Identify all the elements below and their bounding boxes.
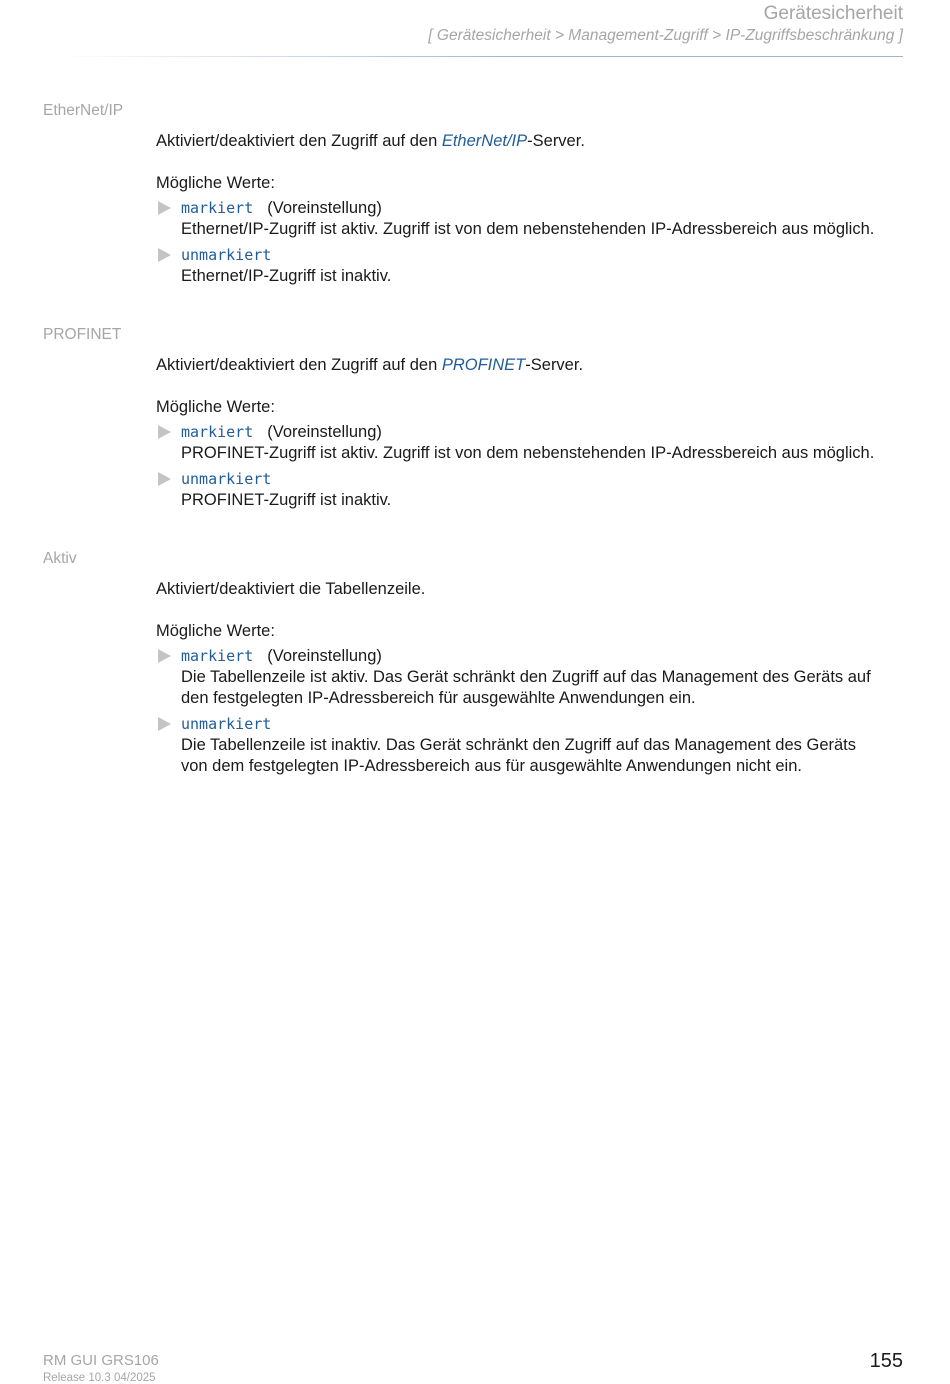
parameter-description <box>156 356 583 375</box>
breadcrumb: [ Gerätesicherheit > Management-Zugriff > IP-Zugriffsbeschränkung ] <box>428 27 903 44</box>
triangle-right-icon <box>158 201 171 215</box>
value-code: markiert <box>181 647 254 665</box>
triangle-right-icon <box>158 717 171 731</box>
description-term: PROFINET <box>441 356 526 374</box>
value-explanation: PROFINET-Zugriff ist inaktiv. <box>181 491 392 509</box>
parameter-label: EtherNet/IP <box>43 102 124 119</box>
value-code: markiert <box>181 199 254 217</box>
release-info: Release 10.3 04/2025 <box>43 1372 156 1384</box>
value-option-unchecked <box>156 469 916 511</box>
description-text: Aktiviert/deaktiviert den Zugriff auf den <box>156 132 442 150</box>
description-text: -Server. <box>527 132 585 150</box>
value-option-unchecked <box>156 714 916 777</box>
value-explanation: Ethernet/IP-Zugriff ist inaktiv. <box>181 267 392 285</box>
chapter-title: Gerätesicherheit <box>763 3 903 24</box>
default-marker: (Voreinstellung) <box>267 647 382 665</box>
parameter-description <box>156 132 585 151</box>
value-explanation: Die Tabellenzeile ist aktiv. Das Gerät schränkt den Zugriff auf das Management des Geräts auf <box>181 668 871 686</box>
values-heading: Mögliche Werte: <box>156 622 275 640</box>
value-code: unmarkiert <box>181 246 272 264</box>
value-option-checked <box>156 646 916 709</box>
triangle-right-icon <box>158 649 171 663</box>
value-code: markiert <box>181 423 254 441</box>
value-code: unmarkiert <box>181 470 272 488</box>
value-explanation: Die Tabellenzeile ist inaktiv. Das Gerät schränkt den Zugriff auf das Management des Geräts <box>181 736 857 754</box>
value-explanation: von dem festgelegten IP-Adressbereich aus für ausgewählte Anwendungen nicht ein. <box>181 757 802 775</box>
triangle-right-icon <box>158 472 171 486</box>
description-text: -Server. <box>525 356 584 374</box>
triangle-right-icon <box>158 248 171 262</box>
parameter-label: Aktiv <box>43 550 77 567</box>
header-divider <box>60 56 903 57</box>
triangle-right-icon <box>158 425 171 439</box>
description-text: Aktiviert/deaktiviert den Zugriff auf den <box>156 356 442 374</box>
value-explanation: Ethernet/IP-Zugriff ist aktiv. Zugriff ist von dem nebenstehenden IP-Adressbereich aus möglich. <box>181 220 875 238</box>
values-heading: Mögliche Werte: <box>156 398 275 416</box>
values-heading: Mögliche Werte: <box>156 174 275 192</box>
parameter-label: PROFINET <box>43 326 122 343</box>
default-marker: (Voreinstellung) <box>267 423 382 441</box>
page-number: 155 <box>869 1350 903 1372</box>
parameter-description: Aktiviert/deaktiviert die Tabellenzeile. <box>156 580 426 598</box>
value-option-checked <box>156 422 916 464</box>
value-code: unmarkiert <box>181 715 272 733</box>
value-option-unchecked <box>156 245 916 287</box>
value-explanation: den festgelegten IP-Adressbereich für ausgewählte Anwendungen ein. <box>181 689 696 707</box>
value-explanation: PROFINET-Zugriff ist aktiv. Zugriff ist von dem nebenstehenden IP-Adressbereich aus möglich. <box>181 444 875 462</box>
value-option-checked <box>156 198 916 240</box>
description-term: EtherNet/IP <box>441 132 528 150</box>
document-title: RM GUI GRS106 <box>43 1352 159 1369</box>
default-marker: (Voreinstellung) <box>267 199 382 217</box>
